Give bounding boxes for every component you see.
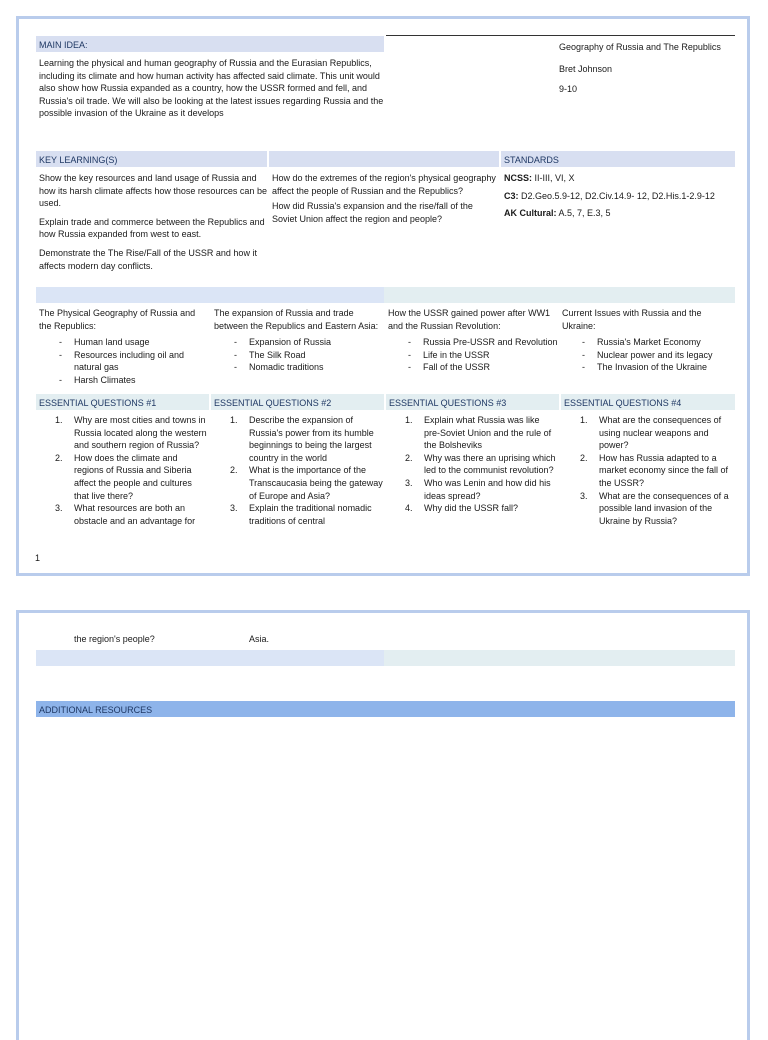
topic-item: - The Silk Road — [214, 349, 384, 362]
question-item: 3. Who was Lenin and how did his ideas spread? — [405, 477, 551, 501]
key-learning-heading-blank — [269, 151, 499, 167]
band-teal-right — [384, 650, 735, 666]
question-item: 1. Describe the expansion of Russia's power from its humble beginnings to being the largest country in the world — [230, 415, 374, 463]
standards-list — [504, 172, 736, 220]
key-learning-item: Demonstrate the The Rise/Fall of the USSR and how it affects modern day conflicts. — [39, 247, 257, 271]
eq4-list — [561, 414, 736, 527]
topic-title: How the USSR gained power after WW1 and the Russian Revolution: — [388, 308, 551, 331]
topic-item: - Fall of the USSR — [388, 361, 558, 374]
topic-column-2 — [214, 307, 384, 374]
topic-item: - Nuclear power and its legacy — [562, 349, 737, 362]
band-teal — [384, 287, 735, 303]
topic-column-4 — [562, 307, 737, 374]
main-idea-text: Learning the physical and human geography of Russia and the Eurasian Republics, including its climate and how human activity has affected said climate. This unit would also show how Russia expanded as a country, how the USSR formed and fell, and Russia's oil trade. We will also be looking at the latest issues regarding Russia and the possible invasion of the Ukraine as it develops — [39, 58, 384, 119]
eq1-heading: ESSENTIAL QUESTIONS #1 — [36, 394, 209, 410]
teacher-name: Bret Johnson — [559, 64, 613, 74]
eq3-heading: ESSENTIAL QUESTIONS #3 — [386, 394, 559, 410]
key-learning-question: How did Russia's expansion and the rise/fall of the Soviet Union affect the region and people? — [272, 201, 473, 224]
key-learning-heading: KEY LEARNING(S) — [36, 151, 267, 167]
eq1-continuation: the region's people? — [74, 634, 155, 644]
document-page-2 — [16, 610, 750, 1040]
question-item: 1. What are the consequences of using nuclear weapons and power? — [580, 415, 722, 451]
additional-resources-heading: ADDITIONAL RESOURCES — [36, 701, 735, 717]
question-item: 3. What are the consequences of a possible land invasion of the Ukraine by Russia? — [580, 490, 729, 526]
standard-ncss: NCSS: II-III, VI, X — [504, 173, 575, 183]
document-page-1 — [16, 16, 750, 576]
question-item: 4. Why did the USSR fall? — [405, 503, 519, 514]
topic-item: - Nomadic traditions — [214, 361, 384, 374]
question-item: 2. Why was there an uprising which led to the communist revolution? — [405, 452, 556, 476]
course-title: Geography of Russia and The Republics — [559, 42, 721, 52]
question-item: 1. Explain what Russia was like pre-Soviet Union and the rule of the Bolsheviks — [405, 415, 552, 451]
eq1-list — [36, 414, 208, 544]
key-learning-item: Explain trade and commerce between the Republics and how Russia expanded from west to east. — [39, 216, 265, 240]
topic-item: - Resources including oil and natural gas — [39, 349, 209, 374]
topic-column-3 — [388, 307, 558, 374]
topic-title: The Physical Geography of Russia and the Republics: — [39, 308, 196, 331]
topic-title: The expansion of Russia and trade between the Republics and Eastern Asia: — [214, 308, 379, 331]
question-item: 2. What is the importance of the Transcaucasia being the gateway of Europe and Asia? — [230, 465, 383, 501]
key-learning-col1 — [39, 172, 267, 272]
eq2-heading: ESSENTIAL QUESTIONS #2 — [211, 394, 384, 410]
eq3-list — [386, 414, 558, 515]
topic-item: - Russia Pre-USSR and Revolution — [388, 336, 558, 349]
band-blue — [36, 287, 384, 303]
band-blue-mid — [209, 650, 384, 666]
standard-c3: C3: D2.Geo.5.9-12, D2.Civ.14.9- 12, D2.His.1-2.9-12 — [504, 190, 715, 201]
key-learning-col2 — [272, 172, 497, 225]
topic-item: - Human land usage — [39, 336, 209, 349]
topic-column-1 — [39, 307, 209, 387]
question-item: 2. How has Russia adapted to a market economy since the fall of the USSR? — [580, 452, 729, 488]
topic-item: - Life in the USSR — [388, 349, 558, 362]
question-item: 3. Explain the traditional nomadic traditions of central — [230, 503, 372, 526]
page-number: 1 — [35, 553, 41, 563]
question-item: 3. What resources are both an obstacle and an advantage for — [55, 503, 196, 526]
grade-level: 9-10 — [559, 84, 578, 94]
band-blue-left — [36, 650, 209, 666]
main-idea-heading: MAIN IDEA: — [36, 36, 384, 52]
course-info-divider — [386, 35, 735, 36]
eq4-heading: ESSENTIAL QUESTIONS #4 — [561, 394, 735, 410]
question-item: 2. How does the climate and regions of Russia and Siberia affect the people and cultures that live there? — [55, 452, 192, 501]
standards-heading: STANDARDS — [501, 151, 735, 167]
topic-item: - Russia's Market Economy — [562, 336, 737, 349]
key-learning-item: Show the key resources and land usage of Russia and how its harsh climate affects how those resources can be used. — [39, 173, 267, 209]
topic-item: - Expansion of Russia — [214, 336, 384, 349]
key-learning-question: How do the extremes of the region's physical geography affect the people of Russian and the Republics? — [272, 173, 496, 196]
standard-ak-cultural: AK Cultural: A.5, 7, E.3, 5 — [504, 208, 611, 219]
question-item: 1. Why are most cities and towns in Russia located along the western and southern region of Russia? — [55, 415, 207, 451]
eq2-list — [211, 414, 383, 544]
topic-item: - The Invasion of the Ukraine — [562, 361, 737, 374]
topic-title: Current Issues with Russia and the Ukraine: — [562, 308, 702, 331]
topic-item: - Harsh Climates — [39, 374, 209, 387]
eq2-continuation: Asia. — [249, 634, 270, 644]
